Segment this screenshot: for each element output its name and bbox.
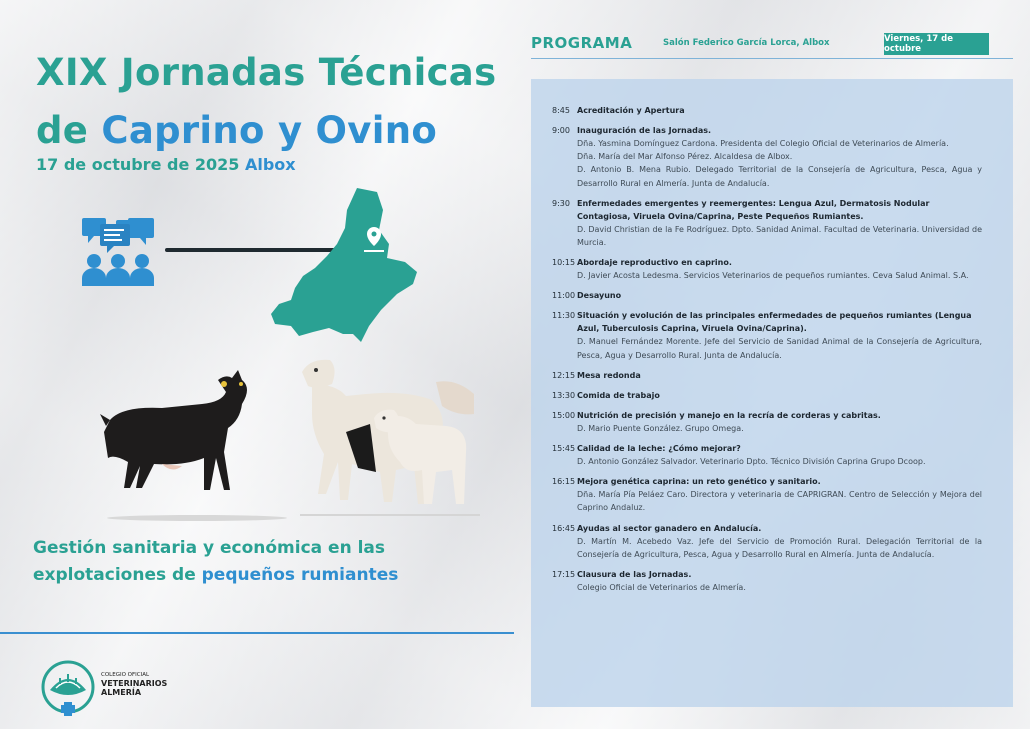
program-item-detail (577, 223, 982, 249)
event-subtitle (33, 535, 398, 589)
program-item-time: 16:45 (552, 523, 576, 533)
program-item-title: Desayuno (577, 291, 622, 301)
program-item (552, 104, 982, 117)
program-item-time: 13:30 (552, 390, 576, 400)
program-item-body (577, 256, 982, 282)
program-item-body (577, 289, 982, 302)
vet-college-logo-icon (40, 660, 96, 716)
program-list (552, 104, 982, 601)
program-item-detail (577, 488, 982, 514)
program-item-detail-line: D. Mario Puente González. Grupo Omega. (577, 423, 744, 433)
subtitle-line-2-highlight: pequeños rumiantes (201, 565, 399, 585)
program-item-detail-line: D. Manuel Fernández Morente. Jefe del Servicio de Sanidad Animal de la Consejería de Agricultura, Pesca, Agua y Desarrollo Rural. Junta de Andalucía. (577, 337, 982, 360)
subtitle-line-2 (33, 562, 398, 589)
program-item-detail (577, 137, 982, 190)
program-item-time: 10:15 (552, 258, 576, 268)
program-item (552, 568, 982, 594)
program-item-detail-line: D. David Christian de la Fe Rodríguez. Dpto. Sanidad Animal. Facultad de Veterinaria. Universidad de Murcia. (577, 224, 982, 248)
logo-line-3: ALMERÍA (101, 688, 142, 697)
program-item-body (577, 442, 982, 468)
goat-photo (92, 362, 302, 522)
program-item-detail-line: Dña. María Pía Peláez Caro. Directora y veterinaria de CAPRIGRAN. Centro de Selección y Mejora del Caprino Andaluz. (577, 490, 982, 513)
program-item-body (577, 409, 982, 435)
program-item-detail (577, 335, 982, 361)
logo-line-1: COLEGIO OFICIAL (101, 672, 150, 678)
program-item-time: 9:30 (552, 198, 570, 208)
title-line-1: XIX Jornadas Técnicas (36, 51, 497, 94)
program-item-time: 16:15 (552, 477, 576, 487)
program-item-title: Situación y evolución de las principales enfermedades de pequeños rumiantes (Lengua Azul, Tuberculosis Caprina, Viruela Ovina/Caprina). (577, 311, 972, 334)
program-item-time: 11:30 (552, 311, 576, 321)
program-item-title: Clausura de las Jornadas. (577, 570, 692, 580)
program-item-time: 9:00 (552, 126, 570, 135)
program-item-body (577, 475, 982, 514)
program-item-detail-line: Dña. María del Mar Alfonso Pérez. Alcaldesa de Albox. (577, 152, 793, 162)
program-item (552, 442, 982, 468)
program-item (552, 256, 982, 282)
program-item (552, 197, 982, 249)
program-venue: Salón Federico García Lorca, Albox (663, 38, 830, 48)
title-line-2-highlight: Caprino y Ovino (101, 109, 438, 152)
almeria-map-icon (265, 184, 425, 344)
program-item-detail-line: D. Antonio González Salvador. Veterinario Dpto. Técnico División Caprina Grupo Dcoop. (577, 457, 926, 467)
sheep-photo (296, 354, 486, 526)
left-divider (0, 632, 514, 634)
program-item (552, 369, 982, 382)
vet-college-logo (40, 660, 168, 718)
program-item-title: Ayudas al sector ganadero en Andalucía. (577, 523, 762, 533)
program-item-detail (577, 581, 982, 594)
program-item (552, 124, 982, 190)
program-item-time: 15:00 (552, 410, 576, 420)
location-pin-icon (374, 242, 376, 244)
program-item-title: Mesa redonda (577, 370, 641, 380)
program-item-body (577, 124, 982, 190)
program-item-time: 15:45 (552, 444, 576, 454)
program-item (552, 289, 982, 302)
event-date (36, 155, 296, 174)
program-item (552, 309, 982, 361)
program-item-detail (577, 269, 982, 282)
program-item-body (577, 522, 982, 561)
program-item-body (577, 197, 982, 249)
program-item-title: Acreditación y Apertura (577, 106, 685, 115)
program-heading: PROGRAMA (531, 34, 633, 52)
program-item-body (577, 389, 982, 402)
event-date-main: 17 de octubre de 2025 (36, 155, 245, 174)
program-item-detail (577, 535, 982, 561)
program-item-title: Calidad de la leche: ¿Cómo mejorar? (577, 444, 741, 454)
program-item-body (577, 309, 982, 361)
program-item-detail (577, 422, 982, 435)
program-item-title: Inauguración de las Jornadas. (577, 126, 712, 135)
program-item-title: Mejora genética caprina: un reto genético y sanitario. (577, 477, 821, 487)
title-line-2 (36, 102, 496, 160)
program-item-title: Abordaje reproductivo en caprino. (577, 258, 732, 268)
program-item-detail-line: Dña. Yasmina Domínguez Cardona. Presidenta del Colegio Oficial de Veterinarios de Almería. (577, 139, 949, 148)
program-item-time: 8:45 (552, 106, 570, 115)
program-item-detail-line: D. Antonio B. Mena Rubio. Delegado Territorial de la Consejería de Agricultura, Pesca, Agua y Desarrollo Rural en Almería. Junta de Andalucía. (577, 165, 982, 188)
program-item-title: Nutrición de precisión y manejo en la recría de corderas y cabritas. (577, 410, 881, 420)
program-item-detail-line: D. Martín M. Acebedo Vaz. Jefe del Servicio de Promoción Rural. Delegación Territorial de la Consejería de Agricultura, Pesca, Agua y Desarrollo Rural en Almería. Junta de Andalucía. (577, 536, 982, 559)
program-item (552, 475, 982, 514)
subtitle-line-1: Gestión sanitaria y económica en las (33, 538, 386, 558)
logo-line-2: VETERINARIOS (101, 679, 168, 688)
program-header-divider (531, 58, 1013, 59)
program-item-body (577, 568, 982, 594)
program-item (552, 522, 982, 561)
program-item-detail-line: Colegio Oficial de Veterinarios de Almería. (577, 583, 746, 593)
program-item-time: 11:00 (552, 291, 576, 301)
meeting-people-icon (80, 214, 156, 286)
event-title (36, 44, 496, 160)
subtitle-line-2-prefix: explotaciones de (33, 565, 202, 585)
program-item-detail-line: D. Javier Acosta Ledesma. Servicios Veterinarios de pequeños rumiantes. Ceva Salud Animal. S.A. (577, 271, 969, 281)
program-day-text: Viernes, 17 de octubre (884, 34, 954, 54)
program-item-time: 12:15 (552, 370, 576, 380)
program-item (552, 409, 982, 435)
program-day-badge (884, 33, 989, 55)
program-item-body (577, 369, 982, 382)
title-line-2-prefix: de (36, 109, 102, 152)
program-item-detail (577, 455, 982, 468)
event-date-place: Albox (244, 155, 296, 174)
program-item (552, 389, 982, 402)
program-item-title: Comida de trabajo (577, 390, 660, 400)
program-item-time: 17:15 (552, 570, 576, 580)
program-item-body (577, 104, 982, 117)
program-item-title: Enfermedades emergentes y reemergentes: Lengua Azul, Dermatosis Nodular Contagiosa, Viruela Ovina/Caprina, Peste Pequeños Rumiantes. (577, 198, 930, 221)
